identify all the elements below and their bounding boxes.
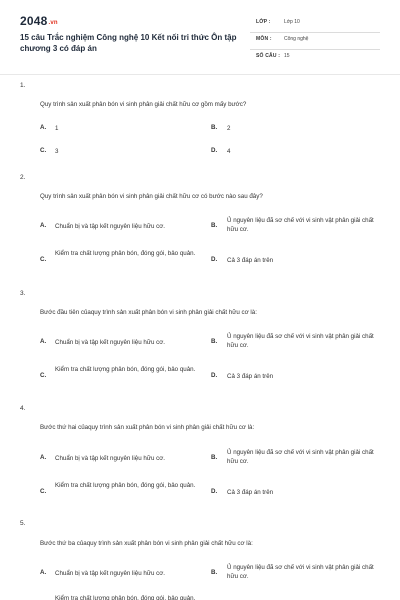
question-text: Quy trình sản xuất phân bón vi sinh phân giải chất hữu cơ gồm mấy bước? <box>40 101 247 108</box>
question-text: Bước thứ ba củaquy trình sản xuất phân bón vi sinh phân giải chất hữu cơ là: <box>40 540 253 547</box>
quiz-meta <box>250 16 380 66</box>
question-text: Bước thứ hai củaquy trình sản xuất phân bón vi sinh phân giải chất hữu cơ là: <box>40 424 255 431</box>
option-text[interactable]: Chuẩn bị và tập kết nguyên liệu hữu cơ. <box>55 570 166 577</box>
question-number: 1. <box>20 82 26 89</box>
option-text[interactable]: Kiểm tra chất lượng phân bón, đóng gói, bảo quản. <box>55 366 196 373</box>
option-text[interactable]: 4 <box>227 148 231 155</box>
option-letter[interactable]: A. <box>40 454 47 461</box>
site-logo[interactable] <box>20 14 58 28</box>
logo-domain: .vn <box>48 20 58 26</box>
meta-row-count <box>250 50 380 66</box>
option-letter[interactable]: C. <box>40 372 47 379</box>
question-number: 2. <box>20 174 26 181</box>
option-letter[interactable]: B. <box>211 222 218 229</box>
option-letter[interactable]: A. <box>40 569 47 576</box>
meta-label: MÔN : <box>256 36 272 42</box>
quiz-title: 15 câu Trắc nghiệm Công nghệ 10 Kết nối tri thức Ôn tập chương 3 có đáp án <box>20 33 237 53</box>
meta-label: SỐ CÂU : <box>256 53 281 59</box>
option-text[interactable]: Ủ nguyên liệu đã sơ chế với vi sinh vật phân giải chất hữu cơ. <box>227 449 374 465</box>
option-text[interactable]: Cả 3 đáp án trên <box>227 489 274 496</box>
option-text[interactable]: Chuẩn bị và tập kết nguyên liệu hữu cơ. <box>55 339 166 346</box>
option-letter[interactable]: D. <box>211 372 218 379</box>
question-number: 5. <box>20 520 26 527</box>
option-text[interactable]: 2 <box>227 125 231 132</box>
option-letter[interactable]: A. <box>40 124 47 131</box>
option-text[interactable]: Kiểm tra chất lượng phân bón, đóng gói, bảo quản. <box>55 250 196 257</box>
question-number: 3. <box>20 290 26 297</box>
option-letter[interactable]: D. <box>211 488 218 495</box>
option-letter[interactable]: A. <box>40 222 47 229</box>
header-divider <box>0 74 400 75</box>
option-text[interactable]: Ủ nguyên liệu đã sơ chế với vi sinh vật phân giải chất hữu cơ. <box>227 217 374 233</box>
meta-value: Công nghệ <box>284 36 309 42</box>
option-letter[interactable]: D. <box>211 147 218 154</box>
page-header <box>0 0 400 78</box>
option-text[interactable]: 1 <box>55 125 59 132</box>
option-letter[interactable]: C. <box>40 256 47 263</box>
option-text[interactable]: Cả 3 đáp án trên <box>227 373 274 380</box>
question-number: 4. <box>20 405 26 412</box>
meta-row-class <box>250 16 380 33</box>
option-letter[interactable]: C. <box>40 147 47 154</box>
option-letter[interactable]: A. <box>40 338 47 345</box>
option-text[interactable]: Chuẩn bị và tập kết nguyên liệu hữu cơ. <box>55 223 166 230</box>
option-letter[interactable]: B. <box>211 338 218 345</box>
option-text[interactable]: 3 <box>55 148 59 155</box>
option-letter[interactable]: B. <box>211 124 218 131</box>
option-text[interactable]: Chuẩn bị và tập kết nguyên liệu hữu cơ. <box>55 455 166 462</box>
option-letter[interactable]: B. <box>211 569 218 576</box>
option-letter[interactable]: D. <box>211 256 218 263</box>
meta-label: LỚP : <box>256 19 271 25</box>
logo-number: 2048 <box>20 14 48 28</box>
option-letter[interactable]: C. <box>40 488 47 495</box>
question-text: Quy trình sản xuất phân bón vi sinh phân giải chất hữu cơ có bước nào sau đây? <box>40 193 263 200</box>
option-text[interactable]: Ủ nguyên liệu đã sơ chế với vi sinh vật phân giải chất hữu cơ. <box>227 333 374 349</box>
option-text[interactable]: Ủ nguyên liệu đã sơ chế với vi sinh vật phân giải chất hữu cơ. <box>227 564 374 580</box>
meta-row-subject <box>250 33 380 50</box>
option-text[interactable]: Kiểm tra chất lượng phân bón, đóng gói, bảo quản. <box>55 482 196 489</box>
option-text[interactable]: Cả 3 đáp án trên <box>227 257 274 264</box>
meta-value: Lớp 10 <box>284 19 300 25</box>
option-letter[interactable]: B. <box>211 454 218 461</box>
meta-value: 15 <box>284 53 290 59</box>
question-text: Bước đầu tiên củaquy trình sản xuất phân bón vi sinh phân giải chất hữu cơ là: <box>40 309 257 316</box>
option-text[interactable]: Kiểm tra chất lượng phân bón, đóng gói, bảo quản. <box>55 595 196 600</box>
